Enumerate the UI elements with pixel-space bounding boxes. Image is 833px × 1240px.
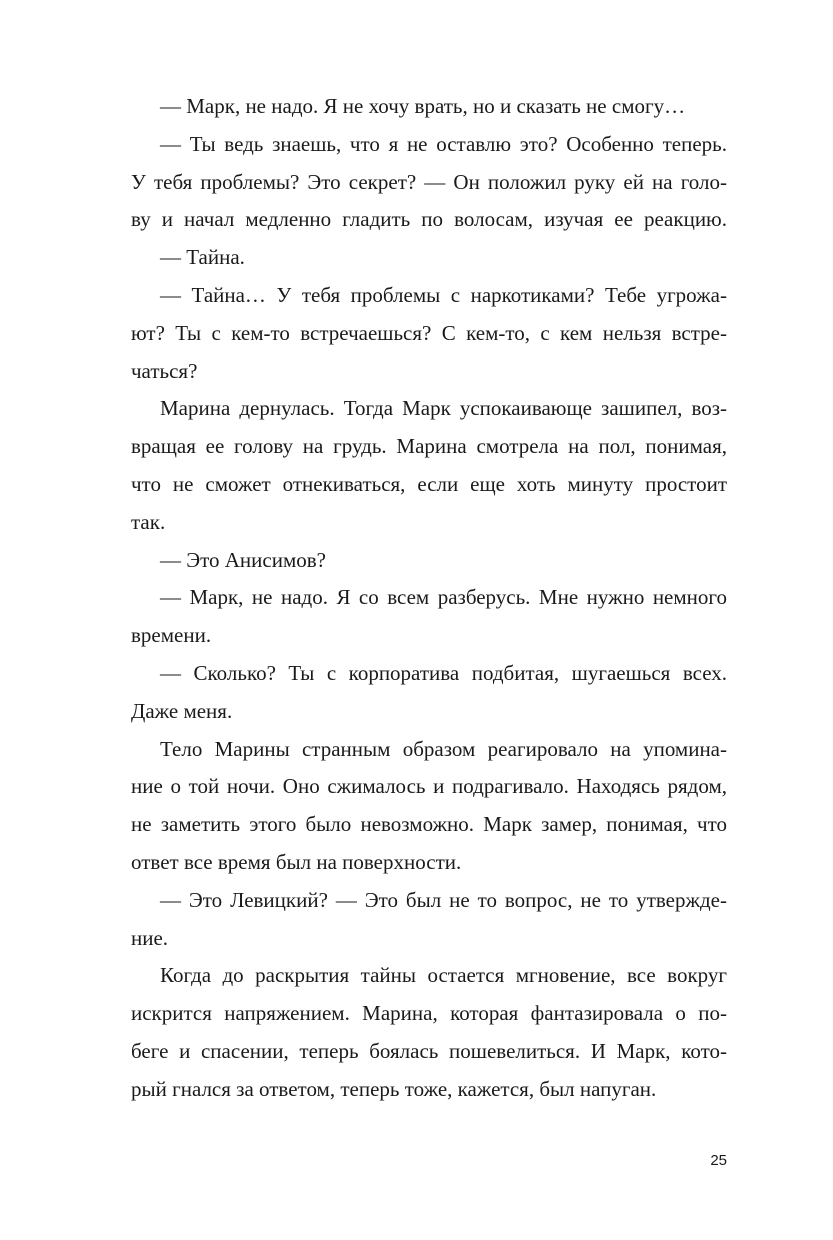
- text-line: так.: [131, 509, 166, 534]
- text-line: ву и начал медленно гладить по волосам, изучая ее реакцию.: [131, 207, 727, 232]
- text-line: У тебя проблемы? Это секрет? — Он положил руку ей на голо-: [131, 169, 727, 194]
- text-line: ответ все время был на поверхности.: [131, 849, 462, 874]
- text-line: — Это Анисимов?: [160, 547, 326, 572]
- body-text: [131, 88, 727, 1109]
- text-line: чаться?: [131, 358, 198, 383]
- text-line: Даже меня.: [131, 698, 233, 723]
- text-line: — Ты ведь знаешь, что я не оставлю это? Особенно теперь.: [160, 131, 727, 156]
- text-line: что не сможет отнекиваться, если еще хоть минуту простоит: [131, 471, 727, 496]
- text-line: ние.: [131, 925, 169, 950]
- text-line: Марина дернулась. Тогда Марк успокаивающе зашипел, воз-: [160, 396, 727, 421]
- text-line: не заметить этого было невозможно. Марк замер, понимая, что: [131, 812, 727, 837]
- text-line: искрится напряжением. Марина, которая фантазировала о по-: [131, 1001, 727, 1026]
- text-line: беге и спасении, теперь боялась пошевелиться. И Марк, кото-: [131, 1038, 727, 1063]
- text-line: — Сколько? Ты с корпоратива подбитая, шугаешься всех.: [160, 660, 727, 685]
- text-line: времени.: [131, 623, 212, 648]
- text-line: Тело Марины странным образом реагировало на упомина-: [160, 736, 727, 761]
- text-line: — Марк, не надо. Я со всем разберусь. Мне нужно немного: [160, 585, 727, 610]
- text-line: — Это Левицкий? — Это был не то вопрос, не то утвержде-: [160, 887, 727, 912]
- page-number: 25: [710, 1152, 727, 1169]
- text-line: Когда до раскрытия тайны остается мгновение, все вокруг: [160, 963, 727, 988]
- text-line: — Тайна… У тебя проблемы с наркотиками? Тебе угрожа-: [160, 282, 727, 307]
- text-line: — Марк, не надо. Я не хочу врать, но и сказать не смогу…: [160, 94, 686, 118]
- text-line: рый гнался за ответом, теперь тоже, кажется, был напуган.: [131, 1076, 657, 1101]
- text-line: ние о той ночи. Оно сжималось и подрагивало. Находясь рядом,: [131, 774, 727, 799]
- text-line: — Тайна.: [160, 245, 245, 270]
- text-line: вращая ее голову на грудь. Марина смотрела на пол, понимая,: [131, 434, 727, 459]
- text-line: ют? Ты с кем-то встречаешься? С кем-то, с кем нельзя встре-: [131, 320, 727, 345]
